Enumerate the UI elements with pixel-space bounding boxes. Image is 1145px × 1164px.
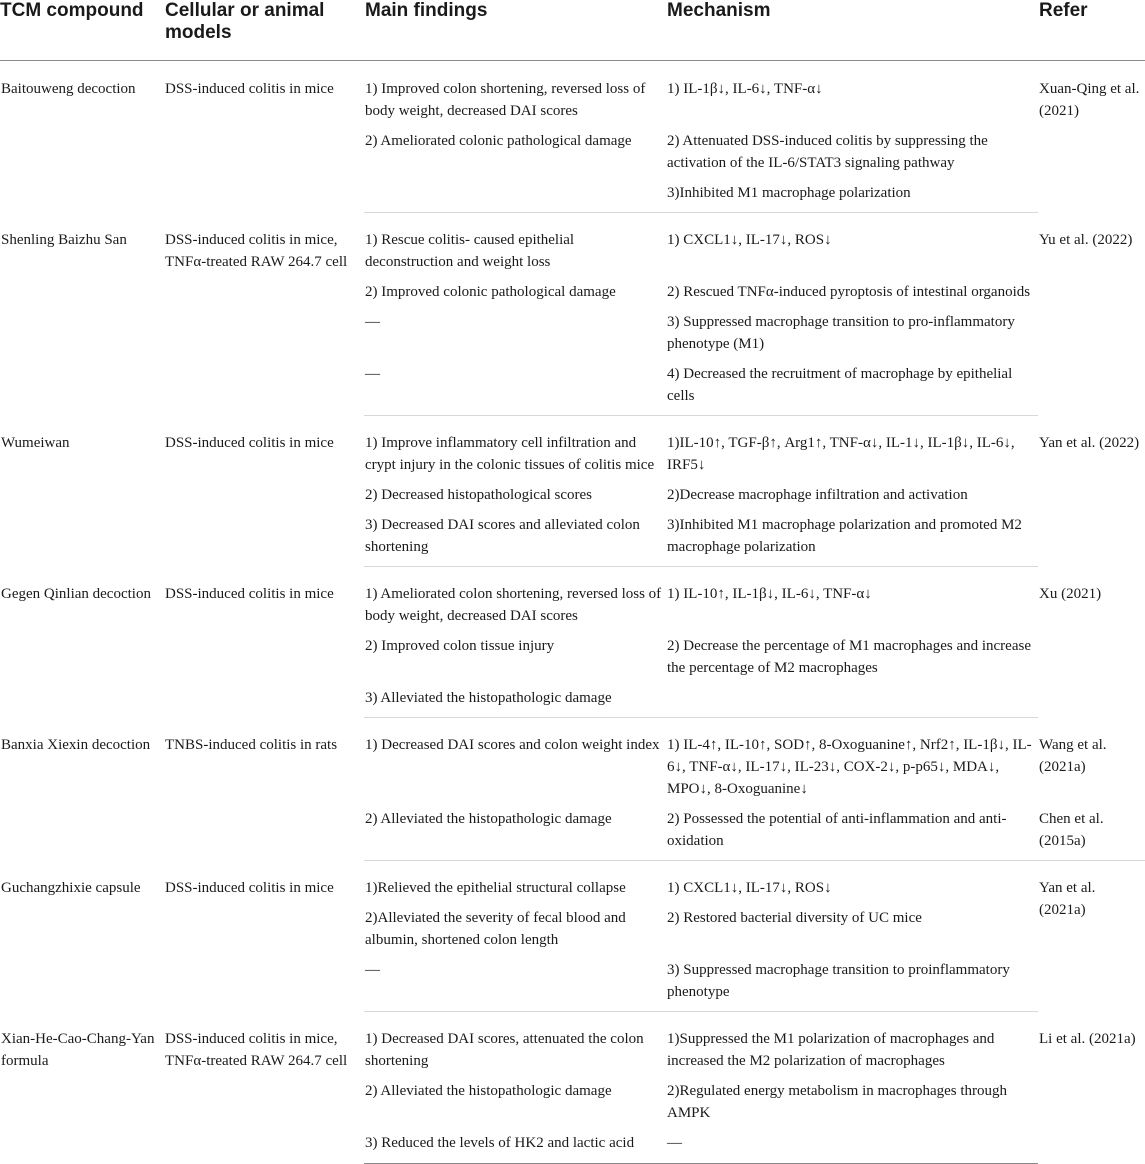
- finding-cell: —: [365, 314, 380, 330]
- compound-cell: Shenling Baizhu San: [1, 231, 127, 248]
- table-row: [0, 1012, 1145, 1081]
- mechanism-cell: 1) IL-4↑, IL-10↑, SOD↑, 8-Oxoguanine↑, Nrf2↑, IL-1β↓, IL-6↓, TNF-α↓, IL-17↓, IL-23↓, COX-2↓, p-p65↓, MDA↓, MPO↓, 8-Oxoguanine↓: [667, 737, 1032, 797]
- mechanism-cell: 1)IL-10↑, TGF-β↑, Arg1↑, TNF-α↓, IL-1↓, IL-1β↓, IL-6↓, IRF5↓: [667, 435, 1015, 473]
- table-row: [0, 718, 1145, 809]
- mechanism-cell: —: [666, 1132, 1038, 1164]
- refer-cell: Wang et al. (2021a): [1039, 736, 1107, 775]
- mechanism-cell: 2) Possessed the potential of anti-inflammation and anti-oxidation: [666, 808, 1038, 861]
- refer-cell-secondary: Chen et al. (2015a): [1038, 808, 1145, 861]
- finding-cell: 2) Improved colonic pathological damage: [365, 284, 616, 300]
- mechanism-cell: 2)Decrease macrophage infiltration and activation: [667, 487, 968, 503]
- compound-cell: Baitouweng decoction: [1, 81, 136, 97]
- mechanism-cell: [666, 687, 1038, 718]
- mechanism-cell: 2)Regulated energy metabolism in macrophages through AMPK: [667, 1083, 1008, 1121]
- finding-cell: 1) Ameliorated colon shortening, reversed loss of body weight, decreased DAI scores: [365, 586, 662, 624]
- header-mechanism: Mechanism: [666, 0, 1038, 61]
- finding-cell: 3) Alleviated the histopathologic damage: [364, 687, 666, 718]
- models-cell: TNBS-induced colitis in rats: [165, 736, 338, 753]
- mechanism-cell: 2) Attenuated DSS-induced colitis by suppressing the activation of the IL-6/STAT3 signaling pathway: [667, 133, 988, 171]
- table-row: [0, 416, 1145, 485]
- finding-cell: 1) Improve inflammatory cell infiltration and crypt injury in the colonic tissues of colitis mice: [365, 435, 655, 473]
- finding-cell: 1) Improved colon shortening, reversed loss of body weight, decreased DAI scores: [365, 81, 646, 119]
- compound-cell: Banxia Xiexin decoction: [1, 736, 151, 753]
- finding-cell: [364, 182, 666, 213]
- finding-cell: 2) Alleviated the histopathologic damage: [364, 808, 666, 861]
- models-cell: DSS-induced colitis in mice: [165, 585, 334, 602]
- models-cell: DSS-induced colitis in mice, TNFα-treated RAW 264.7 cell: [165, 231, 348, 270]
- refer-cell: Yan et al. (2021a): [1039, 880, 1096, 918]
- mechanism-cell: 2) Restored bacterial diversity of UC mice: [667, 910, 922, 926]
- finding-cell: —: [364, 363, 666, 416]
- finding-cell: —: [364, 959, 666, 1012]
- mechanism-cell: 1) IL-10↑, IL-1β↓, IL-6↓, TNF-α↓: [667, 586, 872, 602]
- compound-cell: Xian-He-Cao-Chang-Yan formula: [1, 1030, 155, 1069]
- mechanism-cell: 3) Suppressed macrophage transition to pro-inflammatory phenotype (M1): [667, 314, 1015, 352]
- finding-cell: 1) Decreased DAI scores, attenuated the colon shortening: [365, 1031, 644, 1069]
- finding-cell: 2) Alleviated the histopathologic damage: [365, 1083, 612, 1099]
- refer-cell: Xu (2021): [1039, 585, 1102, 602]
- header-findings: Main findings: [364, 0, 666, 61]
- finding-cell: 2) Decreased histopathological scores: [365, 487, 592, 503]
- finding-cell: 2) Improved colon tissue injury: [365, 638, 555, 654]
- header-refer: Refer: [1038, 0, 1145, 61]
- compound-cell: Gegen Qinlian decoction: [1, 585, 151, 602]
- table-row: [0, 861, 1145, 908]
- mechanism-cell: 3)Inhibited M1 macrophage polarization: [666, 182, 1038, 213]
- models-cell: DSS-induced colitis in mice: [165, 879, 334, 896]
- mechanism-cell: 1) CXCL1↓, IL-17↓, ROS↓: [667, 232, 832, 248]
- mechanism-cell: 2) Rescued TNFα-induced pyroptosis of intestinal organoids: [667, 284, 1031, 300]
- compound-cell: Wumeiwan: [1, 434, 70, 451]
- finding-cell: 1)Relieved the epithelial structural collapse: [365, 880, 626, 896]
- refer-cell: Yan et al. (2022): [1039, 434, 1140, 451]
- mechanism-cell: 1)Suppressed the M1 polarization of macrophages and increased the M2 polarization of macrophages: [667, 1031, 995, 1069]
- models-cell: DSS-induced colitis in mice: [165, 81, 334, 97]
- finding-cell: 1) Rescue colitis- caused epithelial deconstruction and weight loss: [365, 232, 575, 270]
- refer-cell: Xuan-Qing et al. (2021): [1039, 81, 1140, 119]
- table-row: [0, 213, 1145, 282]
- mechanism-cell: 1) CXCL1↓, IL-17↓, ROS↓: [667, 880, 832, 896]
- compound-cell: Guchangzhixie capsule: [1, 879, 141, 896]
- models-cell: DSS-induced colitis in mice, TNFα-treated RAW 264.7 cell: [165, 1030, 348, 1069]
- mechanism-cell: 2) Decrease the percentage of M1 macrophages and increase the percentage of M2 macrophages: [667, 638, 1031, 676]
- table-row: [0, 61, 1145, 131]
- models-cell: DSS-induced colitis in mice: [165, 434, 334, 451]
- refer-cell: Yu et al. (2022): [1039, 231, 1133, 248]
- finding-cell: 2)Alleviated the severity of fecal blood and albumin, shortened colon length: [365, 910, 626, 948]
- header-compound: TCM compound: [0, 0, 164, 61]
- table-row: [0, 567, 1145, 636]
- mechanism-cell: 4) Decreased the recruitment of macrophage by epithelial cells: [666, 363, 1038, 416]
- mechanism-cell: 3) Suppressed macrophage transition to proinflammatory phenotype: [666, 959, 1038, 1012]
- finding-cell: 1) Decreased DAI scores and colon weight index: [365, 737, 660, 753]
- finding-cell: 2) Ameliorated colonic pathological damage: [365, 133, 632, 149]
- finding-cell: 3) Reduced the levels of HK2 and lactic acid: [364, 1132, 666, 1164]
- mechanism-cell: 1) IL-1β↓, IL-6↓, TNF-α↓: [667, 81, 823, 97]
- table-header-row: [0, 0, 1145, 61]
- refer-cell: Li et al. (2021a): [1039, 1030, 1136, 1047]
- finding-cell: 3) Decreased DAI scores and alleviated colon shortening: [364, 514, 666, 567]
- header-models: Cellular or animal models: [164, 0, 364, 61]
- mechanism-cell: 3)Inhibited M1 macrophage polarization and promoted M2 macrophage polarization: [666, 514, 1038, 567]
